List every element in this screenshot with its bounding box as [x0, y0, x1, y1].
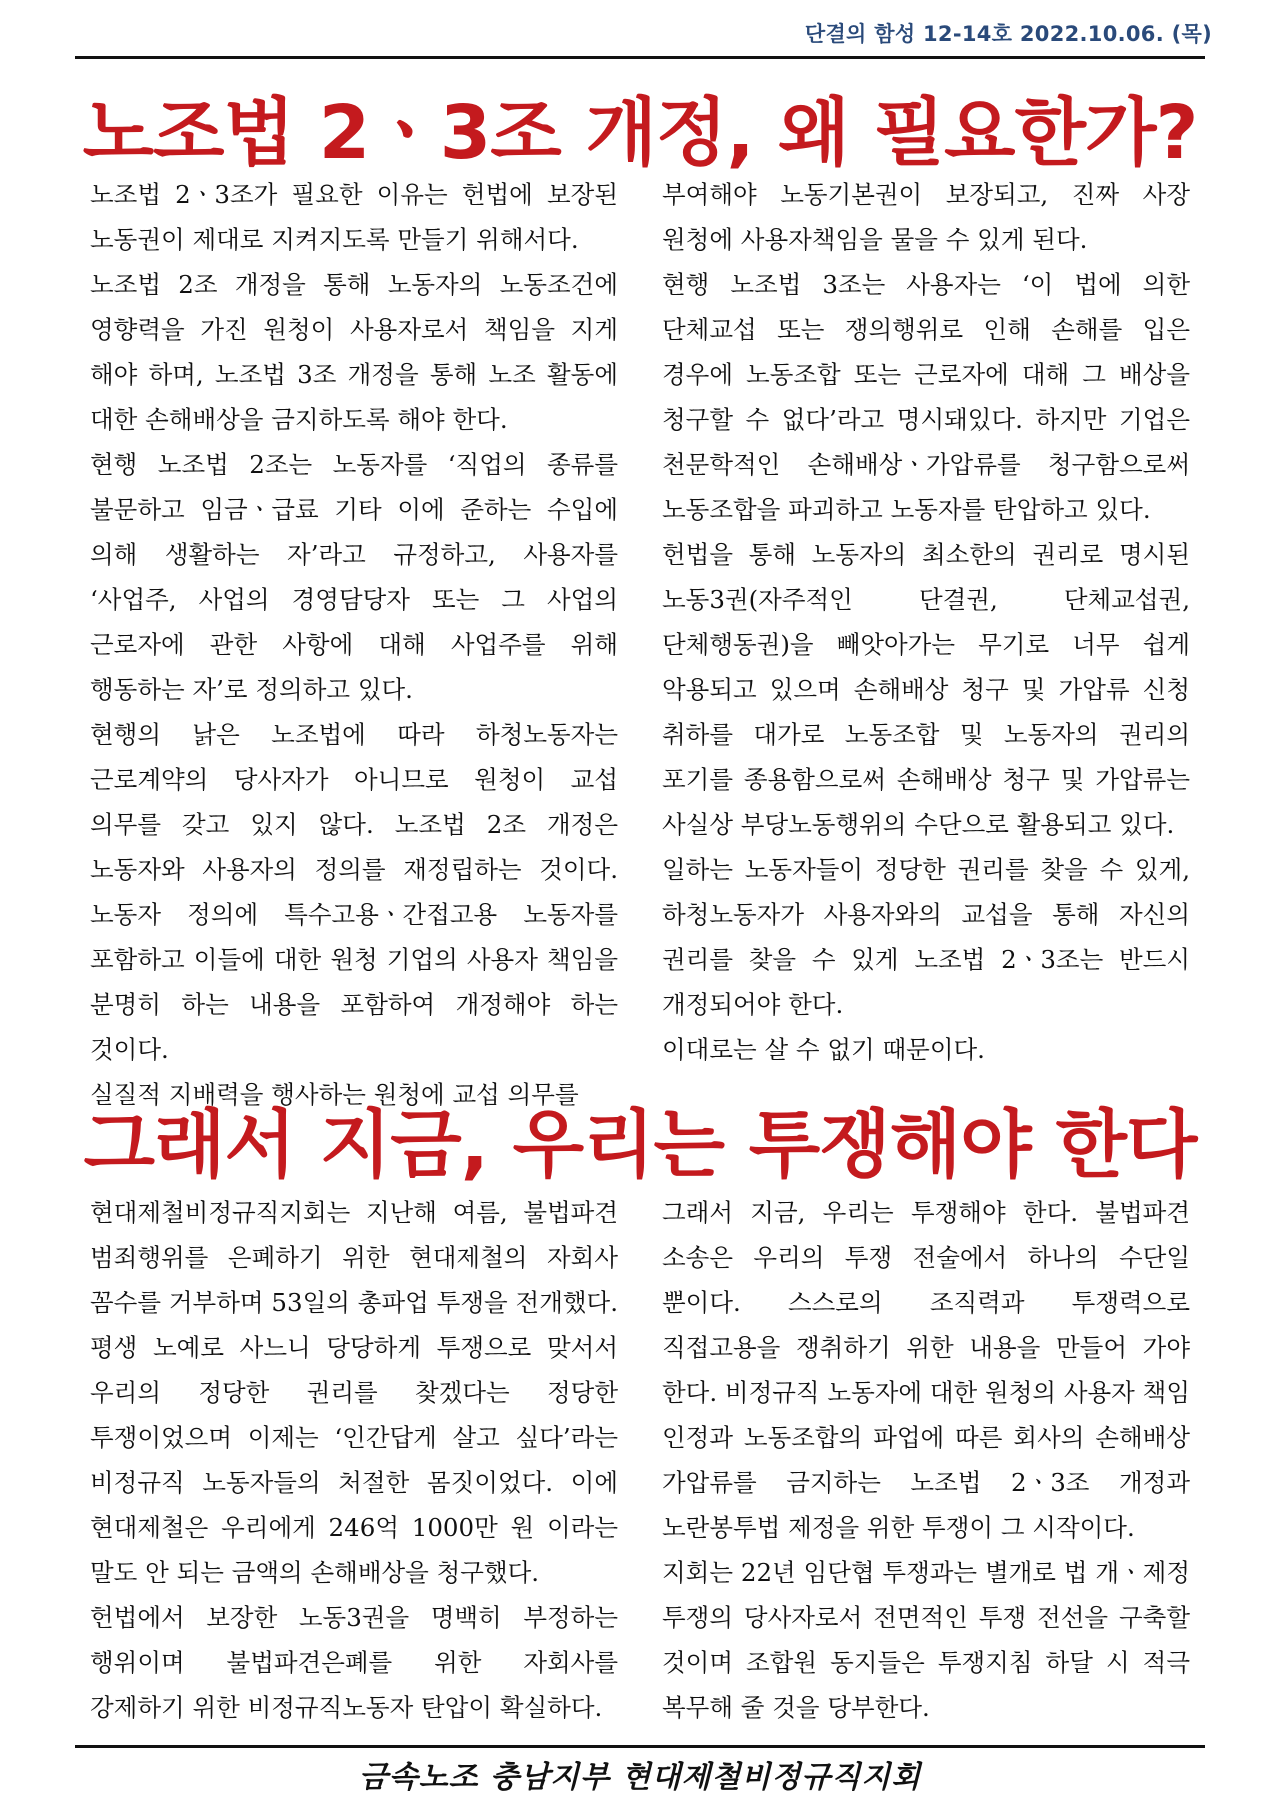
- paragraph: 실질적 지배력을 행사하는 원청에 교섭 의무를: [90, 1080, 579, 1109]
- paragraph: 지회는 22년 임단협 투쟁과는 별개로 법 개ㆍ제정 투쟁의 당사자로서 전면적인 투쟁 전선을 구축할 것이며 조합원 동지들은 투쟁지침 하달 시 적극 복무해 줄 것을 당부한다.: [662, 1558, 1190, 1722]
- paragraph: 헌법을 통해 노동자의 최소한의 권리로 명시된 노동3권(자주적인 단결권, 단체교섭권, 단체행동권)을 빼앗아가는 무기로 너무 쉽게 악용되고 있으며 손해배상 청구 및 가압류 신청 취하를 대가로 노동조합 및 노동자의 권리의 포기를 종용함으로써 손해배상 청구 및 가압류는 사실상 부당노동행위의 수단으로 활용되고 있다.: [662, 540, 1190, 839]
- section-1-left-column: [90, 172, 618, 1117]
- top-divider: [75, 56, 1205, 59]
- section-1-right-column: [662, 172, 1190, 1117]
- paragraph: 일하는 노동자들이 정당한 권리를 찾을 수 있게, 하청노동자가 사용자와의 교섭을 통해 자신의 권리를 찾을 수 있게 노조법 2ㆍ3조는 반드시 개정되어야 한다.: [662, 855, 1190, 1019]
- paragraph: 현대제철비정규직지회는 지난해 여름, 불법파견 범죄행위를 은폐하기 위한 현대제철의 자회사 꼼수를 거부하며 53일의 총파업 투쟁을 전개했다. 평생 노예로 사느니 당당하게 투쟁으로 맞서서 우리의 정당한 권리를 찾겠다는 정당한 투쟁이었으며 이제는 ‘인간답게 살고 싶다’라는 비정규직 노동자들의 처절한 몸짓이었다. 이에 현대제철은 우리에게 246억 1000만 원 이라는 말도 안 되는 금액의 손해배상을 청구했다.: [90, 1198, 618, 1587]
- paragraph: 현행의 낡은 노조법에 따라 하청노동자는 근로계약의 당사자가 아니므로 원청이 교섭 의무를 갖고 있지 않다. 노조법 2조 개정은 노동자와 사용자의 정의를 재정립하는 것이다. 노동자 정의에 특수고용ㆍ간접고용 노동자를 포함하고 이들에 대한 원청 기업의 사용자 책임을 분명히 하는 내용을 포함하여 개정해야 하는 것이다.: [90, 720, 618, 1064]
- section-1-body: [90, 172, 1190, 1117]
- paragraph: 현행 노조법 2조는 노동자를 ‘직업의 종류를 불문하고 임금ㆍ급료 기타 이에 준하는 수입에 의해 생활하는 자’라고 규정하고, 사용자를 ‘사업주, 사업의 경영담당자 또는 그 사업의 근로자에 관한 사항에 대해 사업주를 위해 행동하는 자’로 정의하고 있다.: [90, 450, 618, 704]
- paragraph: 부여해야 노동기본권이 보장되고, 진짜 사장 원청에 사용자책임을 물을 수 있게 된다.: [662, 180, 1190, 254]
- paragraph: 그래서 지금, 우리는 투쟁해야 한다. 불법파견 소송은 우리의 투쟁 전술에서 하나의 수단일 뿐이다. 스스로의 조직력과 투쟁력으로 직접고용을 쟁취하기 위한 내용을 만들어 가야 한다. 비정규직 노동자에 대한 원청의 사용자 책임 인정과 노동조합의 파업에 따른 회사의 손해배상 가압류를 금지하는 노조법 2ㆍ3조 개정과 노란봉투법 제정을 위한 투쟁이 그 시작이다.: [662, 1198, 1190, 1542]
- section-2-body: [90, 1190, 1190, 1730]
- headline-section-2: 그래서 지금, 우리는 투쟁해야 한다: [83, 1102, 1197, 1188]
- paragraph: 현행 노조법 3조는 사용자는 ‘이 법에 의한 단체교섭 또는 쟁의행위로 인해 손해를 입은 경우에 노동조합 또는 근로자에 대해 그 배상을 청구할 수 없다’라고 명시돼있다. 하지만 기업은 천문학적인 손해배상ㆍ가압류를 청구함으로써 노동조합을 파괴하고 노동자를 탄압하고 있다.: [662, 270, 1190, 524]
- section-2-left-column: [90, 1190, 618, 1730]
- headline-section-1: 노조법 2ㆍ3조 개정, 왜 필요한가?: [82, 90, 1198, 176]
- issue-header: 단결의 함성 12-14호 2022.10.06. (목): [804, 22, 1212, 46]
- paragraph: 이대로는 살 수 없기 때문이다.: [662, 1035, 985, 1064]
- paragraph: 헌법에서 보장한 노동3권을 명백히 부정하는 행위이며 불법파견은폐를 위한 자회사를 강제하기 위한 비정규직노동자 탄압이 확실하다.: [90, 1603, 618, 1722]
- paragraph: 노조법 2조 개정을 통해 노동자의 노동조건에 영향력을 가진 원청이 사용자로서 책임을 지게 해야 하며, 노조법 3조 개정을 통해 노조 활동에 대한 손해배상을 금지하도록 해야 한다.: [90, 270, 618, 434]
- union-signature: 금속노조 충남지부 현대제철비정규직지회: [358, 1760, 922, 1795]
- paragraph: 노조법 2ㆍ3조가 필요한 이유는 헌법에 보장된 노동권이 제대로 지켜지도록 만들기 위해서다.: [90, 180, 618, 254]
- bottom-divider: [75, 1745, 1205, 1748]
- section-2-right-column: [662, 1190, 1190, 1730]
